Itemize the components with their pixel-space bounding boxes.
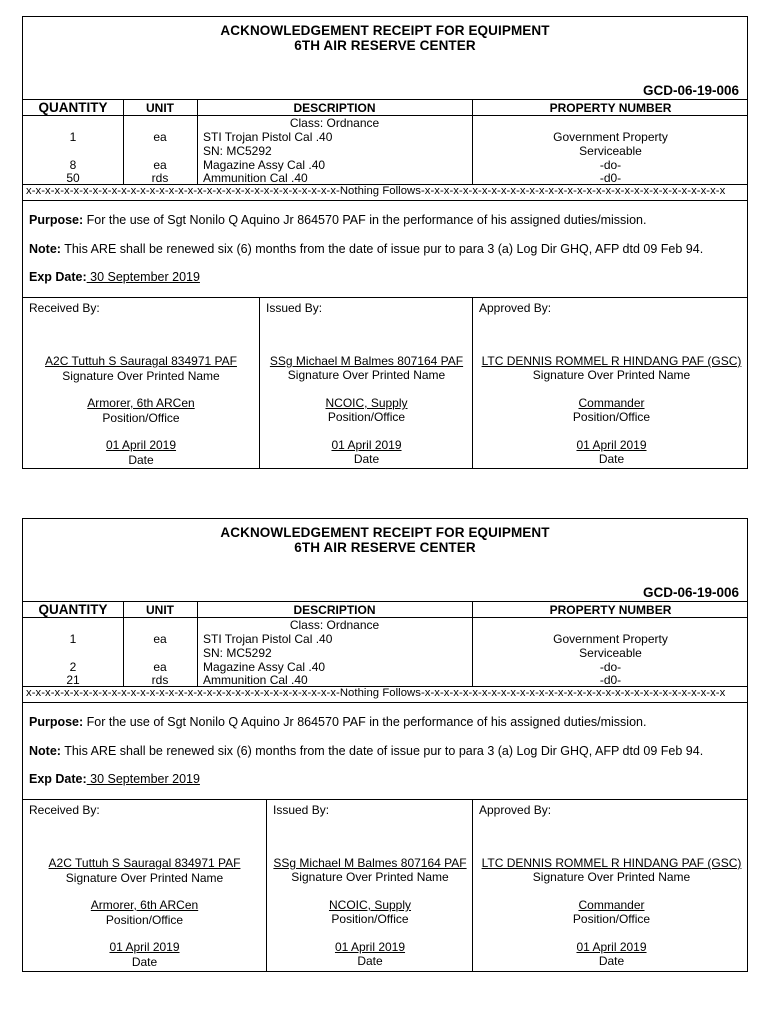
row-unit: ea xyxy=(153,130,167,144)
signatory-position: NCOIC, Supply xyxy=(328,898,412,912)
received-by-block xyxy=(23,298,259,469)
date-caption: Date xyxy=(353,452,380,466)
signature-date: 01 April 2019 xyxy=(109,940,180,954)
receipt-title: ACKNOWLEDGEMENT RECEIPT FOR EQUIPMENT xyxy=(220,23,550,38)
header-quantity: QUANTITY xyxy=(38,602,108,617)
signatory-name: A2C Tuttuh S Sauragal 834971 PAF xyxy=(45,354,237,368)
header-property-number: PROPERTY NUMBER xyxy=(549,603,672,617)
signature-line-caption: Signature Over Printed Name xyxy=(532,368,691,382)
note-label: Note: xyxy=(29,242,61,256)
row-quantity: 8 xyxy=(69,158,77,172)
signature-line-caption: Signature Over Printed Name xyxy=(65,871,224,885)
signatory-name: LTC DENNIS ROMMEL R HINDANG PAF (GSC) xyxy=(481,856,742,870)
row-description: SN: MC5292 xyxy=(203,646,272,660)
header-description: DESCRIPTION xyxy=(293,603,376,617)
row-property: -do- xyxy=(599,660,622,674)
class-line: Class: Ordnance xyxy=(289,116,380,130)
receipt-1 xyxy=(22,16,748,469)
signature-caption: Issued By: xyxy=(273,803,330,817)
signatory-position: Armorer, 6th ARCen xyxy=(90,898,199,912)
row-unit: ea xyxy=(153,158,167,172)
position-caption: Position/Office xyxy=(102,411,180,425)
approved-by-block xyxy=(472,800,750,971)
signature-section xyxy=(23,298,747,469)
signatory-position: Commander xyxy=(578,396,645,410)
date-caption: Date xyxy=(357,954,383,968)
purpose-line xyxy=(29,213,646,227)
header-quantity: QUANTITY xyxy=(38,100,108,115)
signature-caption: Approved By: xyxy=(479,301,552,315)
row-property: Serviceable xyxy=(579,144,642,158)
exp-date-label: Exp Date: xyxy=(29,270,87,284)
receipt-title: ACKNOWLEDGEMENT RECEIPT FOR EQUIPMENT xyxy=(220,525,550,540)
purpose-label: Purpose: xyxy=(29,715,84,729)
items-table xyxy=(23,100,747,201)
purpose-text: For the use of Sgt Nonilo Q Aquino Jr 864570 PAF in the performance of his assigned duties/mission. xyxy=(83,213,647,227)
receipt-subtitle: 6TH AIR RESERVE CENTER xyxy=(294,540,476,555)
row-unit: rds xyxy=(151,673,169,687)
signature-line-caption: Signature Over Printed Name xyxy=(532,870,691,884)
header-unit: UNIT xyxy=(146,101,174,115)
position-caption: Position/Office xyxy=(327,410,406,424)
signature-caption: Issued By: xyxy=(266,301,323,315)
signatory-position: NCOIC, Supply xyxy=(325,396,408,410)
approved-by-block xyxy=(472,298,750,469)
row-quantity: 2 xyxy=(69,660,77,674)
reference-number: GCD-06-19-006 xyxy=(642,585,739,600)
exp-date-line xyxy=(29,270,200,284)
row-description: SN: MC5292 xyxy=(203,144,272,158)
header-description: DESCRIPTION xyxy=(293,101,376,115)
row-quantity: 21 xyxy=(66,673,80,687)
receipt-header xyxy=(23,17,747,100)
position-caption: Position/Office xyxy=(105,913,184,927)
nothing-follows-line: x-x-x-x-x-x-x-x-x-x-x-x-x-x-x-x-x-x-x-x-x-x-x-x-x-x-x-x-x-x-x-x-x-Nothing Follows-x-x-x-x-x-x-x-x-x-x-x-x-x-x-x-x-x-x-x-x-x-x-x-x-x-x-x-x-x-x-x-x xyxy=(26,185,726,197)
issued-by-block xyxy=(266,800,473,971)
date-caption: Date xyxy=(598,452,625,466)
purpose-line xyxy=(29,715,646,729)
date-caption: Date xyxy=(598,954,625,968)
signature-line-caption: Signature Over Printed Name xyxy=(287,368,446,382)
exp-date-label: Exp Date: xyxy=(29,772,87,786)
nothing-follows-line: x-x-x-x-x-x-x-x-x-x-x-x-x-x-x-x-x-x-x-x-x-x-x-x-x-x-x-x-x-x-x-x-x-Nothing Follows-x-x-x-x-x-x-x-x-x-x-x-x-x-x-x-x-x-x-x-x-x-x-x-x-x-x-x-x-x-x-x-x xyxy=(26,687,726,699)
note-line xyxy=(29,744,703,758)
signature-line-caption: Signature Over Printed Name xyxy=(291,870,449,884)
signature-date: 01 April 2019 xyxy=(334,940,406,954)
signature-caption: Received By: xyxy=(29,301,100,315)
row-unit: ea xyxy=(153,660,167,674)
exp-date-value: 30 September 2019 xyxy=(86,772,200,786)
signature-caption: Received By: xyxy=(29,803,100,817)
position-caption: Position/Office xyxy=(331,912,409,926)
row-description: Ammunition Cal .40 xyxy=(203,673,308,687)
signature-section xyxy=(23,800,747,971)
signatory-name: LTC DENNIS ROMMEL R HINDANG PAF (GSC) xyxy=(481,354,742,368)
note-text: This ARE shall be renewed six (6) months from the date of issue pur to para 3 (a) Log Dir GHQ, AFP dtd 09 Feb 94. xyxy=(60,744,704,758)
position-caption: Position/Office xyxy=(572,912,651,926)
position-caption: Position/Office xyxy=(572,410,651,424)
row-unit: ea xyxy=(153,632,167,646)
row-property: Serviceable xyxy=(579,646,642,660)
purpose-label: Purpose: xyxy=(29,213,84,227)
receipt-header xyxy=(23,519,747,602)
signature-date: 01 April 2019 xyxy=(576,438,647,452)
row-property: Government Property xyxy=(553,632,668,646)
items-table xyxy=(23,602,747,703)
row-quantity: 50 xyxy=(66,171,80,185)
signatory-position: Armorer, 6th ARCen xyxy=(87,396,195,410)
purpose-text: For the use of Sgt Nonilo Q Aquino Jr 864570 PAF in the performance of his assigned duties/mission. xyxy=(83,715,647,729)
note-line xyxy=(29,242,703,256)
signature-caption: Approved By: xyxy=(479,803,552,817)
notes-section xyxy=(23,201,747,298)
signatory-name: A2C Tuttuh S Sauragal 834971 PAF xyxy=(48,856,241,870)
header-unit: UNIT xyxy=(146,603,174,617)
receipt-subtitle: 6TH AIR RESERVE CENTER xyxy=(294,38,476,53)
signature-date: 01 April 2019 xyxy=(105,438,177,452)
row-property: -d0- xyxy=(599,171,622,185)
date-caption: Date xyxy=(131,955,158,969)
row-description: STI Trojan Pistol Cal .40 xyxy=(203,130,333,144)
signature-date: 01 April 2019 xyxy=(576,940,647,954)
exp-date-value: 30 September 2019 xyxy=(86,270,200,284)
row-quantity: 1 xyxy=(69,632,77,646)
issued-by-block xyxy=(259,298,473,469)
class-line: Class: Ordnance xyxy=(289,618,380,632)
header-property-number: PROPERTY NUMBER xyxy=(549,101,672,115)
note-label: Note: xyxy=(29,744,61,758)
received-by-block xyxy=(23,800,266,971)
note-text: This ARE shall be renewed six (6) months from the date of issue pur to para 3 (a) Log Dir GHQ, AFP dtd 09 Feb 94. xyxy=(60,242,704,256)
row-quantity: 1 xyxy=(69,130,77,144)
notes-section xyxy=(23,703,747,800)
signatory-position: Commander xyxy=(578,898,645,912)
row-description: Ammunition Cal .40 xyxy=(203,171,308,185)
reference-number: GCD-06-19-006 xyxy=(642,83,739,98)
signatory-name: SSg Michael M Balmes 807164 PAF xyxy=(269,354,464,368)
signatory-name: SSg Michael M Balmes 807164 PAF xyxy=(273,856,467,870)
row-property: -do- xyxy=(599,158,622,172)
date-caption: Date xyxy=(128,453,154,467)
row-unit: rds xyxy=(151,171,169,185)
row-property: -d0- xyxy=(599,673,622,687)
row-description: Magazine Assy Cal .40 xyxy=(203,158,326,172)
exp-date-line xyxy=(29,772,200,786)
row-description: STI Trojan Pistol Cal .40 xyxy=(203,632,333,646)
row-property: Government Property xyxy=(553,130,668,144)
signature-date: 01 April 2019 xyxy=(331,438,402,452)
row-description: Magazine Assy Cal .40 xyxy=(203,660,326,674)
receipt-2 xyxy=(22,518,748,972)
signature-line-caption: Signature Over Printed Name xyxy=(62,369,220,383)
